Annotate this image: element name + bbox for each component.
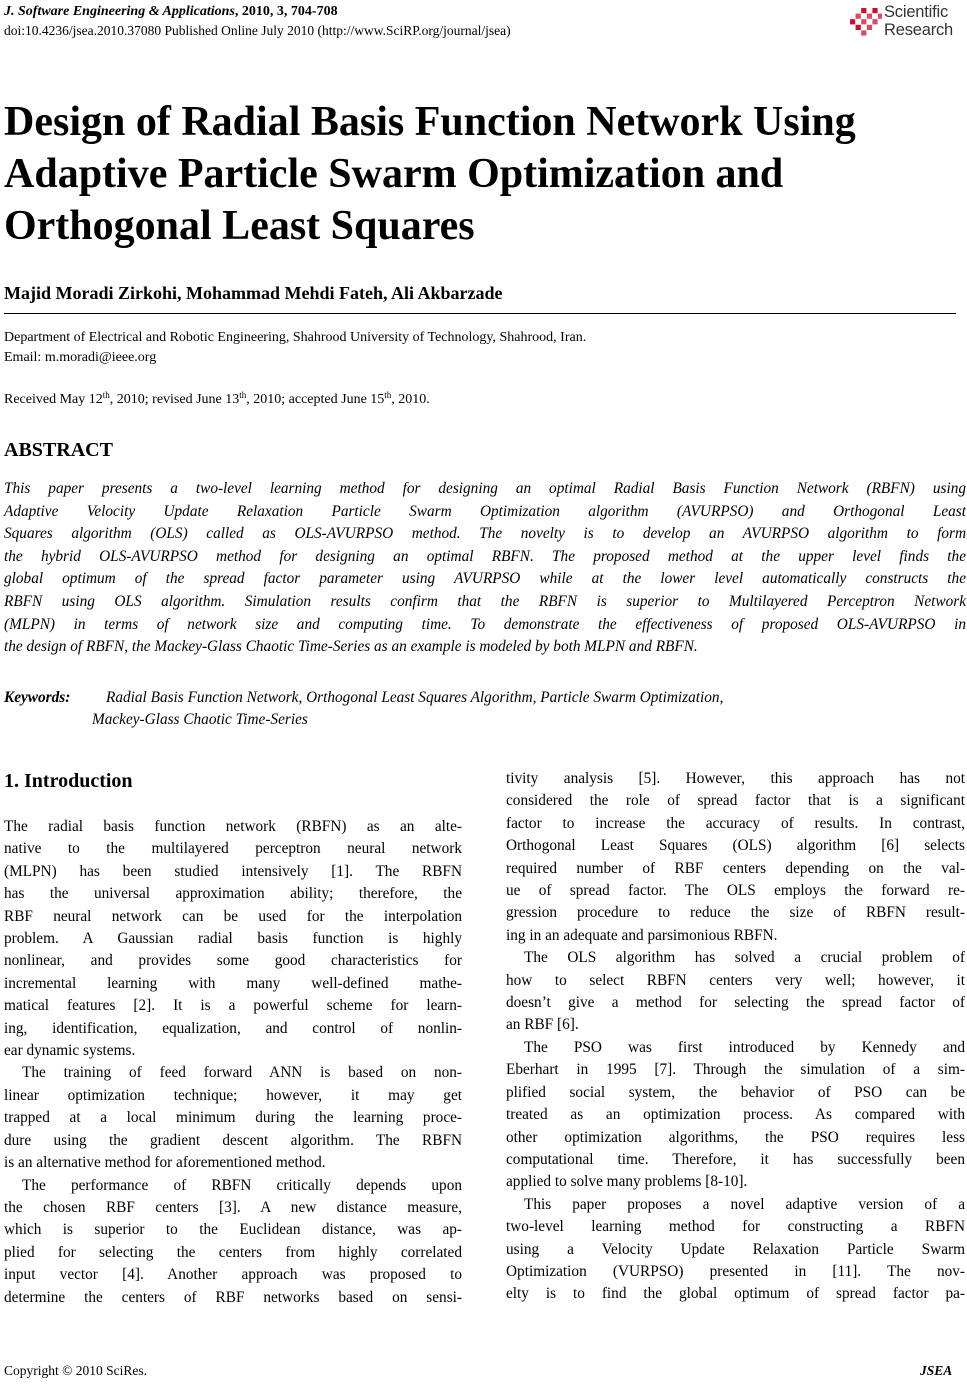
text-line: elty is to find the global optimum of spread factor pa- <box>506 1285 965 1303</box>
text-line: computational time. Therefore, it has successfully been <box>506 1150 965 1168</box>
text-line: trapped at a local minimum during the learning proce- <box>4 1109 462 1127</box>
text-line: plied for selecting the centers from highly correlated <box>4 1243 462 1261</box>
text-line: The performance of RBFN critically depends upon <box>22 1176 462 1194</box>
logo-square <box>872 19 877 24</box>
logo-square <box>856 25 861 30</box>
text-line: Orthogonal Least Squares (OLS) algorithm [6] selects <box>506 837 965 855</box>
text-line: considered the role of spread factor that is a significant <box>506 792 965 810</box>
text-line: an RBF [6]. <box>506 1016 579 1034</box>
text-line: native to the multilayered perceptron neural network <box>4 840 462 858</box>
text-line: matical features [2]. It is a powerful scheme for learn- <box>4 997 462 1015</box>
ordinal-suffix: th <box>102 390 110 400</box>
text-line: ear dynamic systems. <box>4 1042 136 1060</box>
paragraph <box>506 768 965 947</box>
title-line: Orthogonal Least Squares <box>4 203 475 249</box>
paragraph <box>4 816 462 1062</box>
journal-abbreviation: JSEA <box>920 1363 953 1378</box>
text-line: This paper proposes a novel adaptive version of a <box>524 1195 965 1213</box>
text-line: ing in an adequate and parsimonious RBFN. <box>506 926 778 944</box>
text-line: Eberhart in 1995 [7]. Through the simulation of a sim- <box>506 1061 965 1079</box>
paragraph <box>506 1194 965 1306</box>
abstract-body <box>4 478 966 659</box>
text-line: incremental learning with many well-defined mathe- <box>4 974 462 992</box>
text-line: applied to solve many problems [8-10]. <box>506 1173 748 1191</box>
logo-square <box>867 25 872 30</box>
text-line: input vector [4]. Another approach was proposed to <box>4 1266 462 1284</box>
text-line: The OLS algorithm has solved a crucial problem of <box>524 949 965 967</box>
right-column <box>506 768 965 1306</box>
journal-citation <box>4 3 338 21</box>
received-text: Received May 12 <box>4 392 103 407</box>
abstract-line: the design of RBFN, the Mackey-Glass Chaotic Time-Series as an example is modeled by both MLPN and RBFN. <box>4 638 698 656</box>
abstract-line: global optimum of the spread factor parameter using AVURPSO while at the lower level automatically constructs the <box>4 570 966 588</box>
accepted-text: , 2010; accepted June 15 <box>246 392 385 407</box>
year-text: , 2010. <box>391 392 430 407</box>
text-line: how to select RBFN centers very well; however, it <box>506 971 965 989</box>
journal-name: J. Software Engineering & Applications <box>4 4 235 19</box>
text-line: two-level learning method for constructing a RBFN <box>506 1218 965 1236</box>
logo-square <box>878 14 882 19</box>
copyright-notice: Copyright © 2010 SciRes. <box>4 1363 148 1378</box>
keywords-line-2: Mackey-Glass Chaotic Time-Series <box>92 711 308 728</box>
text-line: gression procedure to reduce the size of RBFN result- <box>506 904 965 922</box>
logo-square <box>861 30 866 35</box>
title-line: Design of Radial Basis Function Network Using <box>4 99 856 145</box>
text-line: plified social system, the behavior of PSO can be <box>506 1083 965 1101</box>
text-line: has the universal approximation ability; therefore, the <box>4 885 462 903</box>
header-divider <box>4 313 956 314</box>
abstract-line: (MLPN) in terms of network size and computing time. To demonstrate the effectiveness of proposed OLS-AVURPSO in <box>4 615 966 633</box>
keywords-label: Keywords: <box>4 689 71 706</box>
text-line: RBF neural network can be used for the interpolation <box>4 907 462 925</box>
logo-square <box>856 14 861 19</box>
text-line: dure using the gradient descent algorithm. The RBFN <box>4 1131 462 1149</box>
text-line: ue of spread factor. The OLS employs the forward re- <box>506 882 965 900</box>
logo-square <box>872 8 877 13</box>
logo-square <box>867 14 872 19</box>
paragraph <box>506 947 965 1037</box>
title-line: Adaptive Particle Swarm Optimization and <box>4 151 784 197</box>
text-line: other optimization algorithms, the PSO requires less <box>506 1128 965 1146</box>
paragraph <box>4 1175 462 1309</box>
abstract-line: Adaptive Velocity Update Relaxation Particle Swarm Optimization algorithm (AVURPSO) and Orthogonal Least <box>4 502 966 520</box>
revised-text: , 2010; revised June 13 <box>109 392 240 407</box>
paragraph <box>4 1062 462 1174</box>
text-line: (MLPN) has been studied intensively [1]. The RBFN <box>4 862 462 880</box>
email: Email: m.moradi@ieee.org <box>4 350 157 365</box>
text-line: the chosen RBF centers [3]. A new distance measure, <box>4 1198 462 1216</box>
text-line: determine the centers of RBF networks based on sensi- <box>4 1288 462 1306</box>
abstract-line: the hybrid OLS-AVURPSO method for designing an optimal RBFN. The proposed method at the upper level finds the <box>4 547 966 565</box>
logo-line-2: Research <box>884 21 954 39</box>
text-line: treated as an optimization process. As compared with <box>506 1106 965 1124</box>
publisher-logo <box>848 2 966 42</box>
logo-square <box>861 19 866 24</box>
doi-line: doi:10.4236/jsea.2010.37080 Published Online July 2010 (http://www.SciRP.org/journal/jsea) <box>4 23 511 38</box>
section-heading: 1. Introduction <box>4 770 133 792</box>
logo-square <box>861 8 866 13</box>
text-line: factor to increase the accuracy of results. In contrast, <box>506 814 965 832</box>
text-line: ing, identification, equalization, and control of nonlin- <box>4 1019 462 1037</box>
text-line: tivity analysis [5]. However, this approach has not <box>506 770 965 787</box>
text-line: which is superior to the Euclidean distance, was ap- <box>4 1221 462 1239</box>
abstract-line: RBFN using OLS algorithm. Simulation results confirm that the RBFN is superior to Multilayered Perceptron Network <box>4 592 966 610</box>
logo-square <box>850 19 855 24</box>
text-line: using a Velocity Update Relaxation Particle Swarm <box>506 1240 965 1258</box>
keywords-line-1: Radial Basis Function Network, Orthogonal Least Squares Algorithm, Particle Swarm Optimization, <box>106 689 724 706</box>
text-line: The training of feed forward ANN is based on non- <box>22 1064 462 1082</box>
abstract-heading: ABSTRACT <box>4 439 113 461</box>
text-line: Optimization (VURPSO) presented in [11]. The nov- <box>506 1262 965 1280</box>
text-line: The PSO was first introduced by Kennedy and <box>524 1038 965 1056</box>
text-line: nonlinear, and provides some good characteristics for <box>4 952 462 970</box>
paragraph <box>506 1037 965 1194</box>
ordinal-suffix: th <box>239 390 247 400</box>
scirp-logo-icon <box>848 5 882 39</box>
text-line: problem. A Gaussian radial basis function is highly <box>4 930 462 948</box>
text-line: The radial basis function network (RBFN) as an alte- <box>4 818 462 835</box>
received-dates <box>4 390 430 410</box>
author-list: Majid Moradi Zirkohi, Mohammad Mehdi Fateh, Ali Akbarzade <box>4 283 503 303</box>
paper-title <box>4 96 954 252</box>
abstract-line: This paper presents a two-level learning method for designing an optimal Radial Basis Function Network (RBFN) using <box>4 480 966 497</box>
journal-issue: , 2010, 3, 704-708 <box>234 4 338 19</box>
text-line: is an alternative method for aforementioned method. <box>4 1154 326 1172</box>
affiliation: Department of Electrical and Robotic Engineering, Shahrood University of Technology, Shahrood, Iran. <box>4 330 587 345</box>
text-line: required number of RBF centers depending on the val- <box>506 859 965 877</box>
text-line: linear optimization technique; however, it may get <box>4 1086 462 1104</box>
left-column <box>4 816 462 1309</box>
abstract-line: Squares algorithm (OLS) called as OLS-AVURPSO method. The novelty is to develop an AVURPSO algorithm to form <box>4 525 966 543</box>
text-line: doesn’t give a method for selecting the spread factor of <box>506 994 965 1012</box>
logo-line-1: Scientific <box>884 3 949 21</box>
ordinal-suffix: th <box>384 390 392 400</box>
